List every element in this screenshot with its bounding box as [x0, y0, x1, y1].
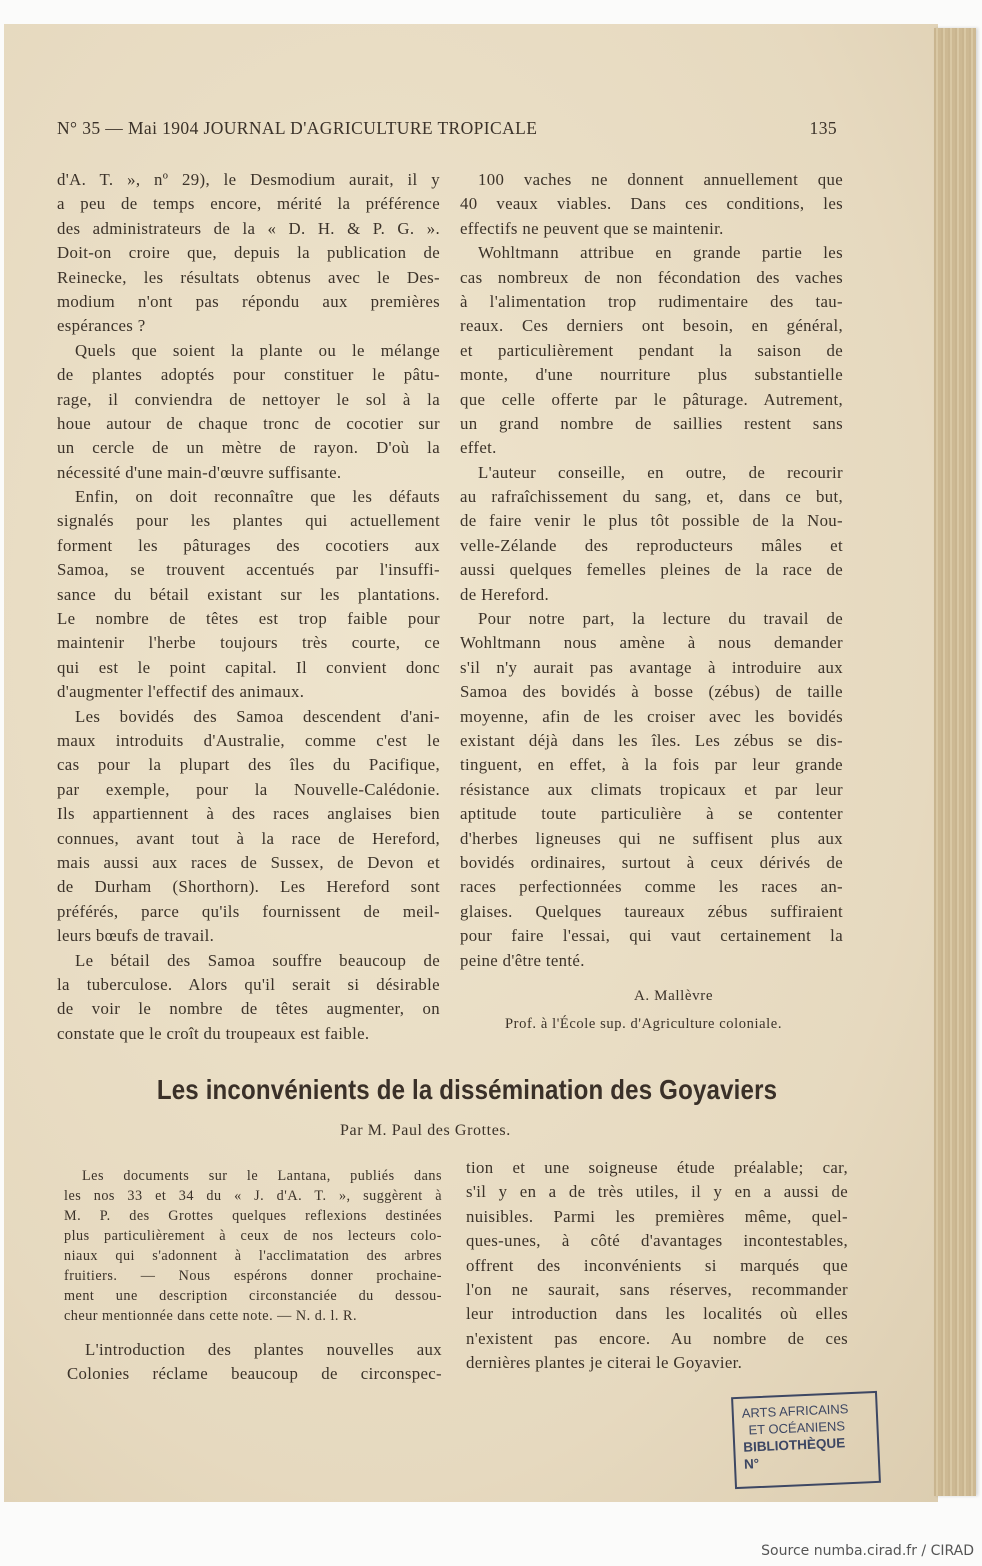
text-line: Ils appartiennent à des races anglaises bien [57, 804, 440, 824]
text-line: un cercle de un mètre de rayon. D'où la [57, 438, 440, 458]
text-line: 100 vaches ne donnent annuellement que [478, 170, 843, 189]
text-line: leur introduction dans les localités où elles [466, 1304, 848, 1324]
text-line: Doit-on croire que, depuis la publication de [57, 243, 440, 263]
text-line: L'introduction des plantes nouvelles aux [85, 1340, 442, 1359]
signature-affiliation: Prof. à l'École sup. d'Agriculture coloniale. [505, 1016, 783, 1032]
text-line: constate que le croît du troupeaux est faible. [57, 1023, 370, 1043]
text-line: plus particulièrement à ceux de nos lecteurs colo- [64, 1228, 442, 1244]
text-line: tinguent, en effet, à la fois par leur grande [460, 755, 843, 775]
text-line: la tuberculose. Alors qu'il serait si désirable [57, 974, 440, 994]
text-line: pour faire l'essai, qui vaut certainement la [460, 926, 843, 946]
text-line: au rafraîchissement du sang, et, dans ce but, [460, 487, 843, 507]
stamp-line: N° [743, 1456, 760, 1472]
text-line: L'auteur conseille, en outre, de recourir [478, 462, 843, 482]
text-line: a peu de temps encore, mérité la préférence [57, 194, 440, 214]
article-title: Les inconvénients de la dissémination des Goyaviers [156, 1074, 778, 1105]
text-line: par exemple, pour la Nouvelle-Calédonie. [57, 779, 440, 799]
text-line: M. P. des Grottes quelques reflexions destinées [64, 1208, 442, 1224]
editor-note [64, 1166, 442, 1326]
text-line: modium n'ont pas répondu aux premières [57, 291, 440, 311]
article-right-body [466, 1156, 848, 1376]
text-line: Samoa, se trouvent accentués par l'insuffi- [57, 560, 440, 580]
text-line: nuisibles. Parmi les premières même, quel- [466, 1206, 848, 1226]
text-line: nécessité d'une main-d'œuvre suffisante. [57, 462, 342, 482]
text-line: moyenne, afin de les croiser avec les bovidés [460, 706, 843, 726]
text-line: 40 veaux viables. Dans ces conditions, les [460, 194, 843, 214]
text-line: Le bétail des Samoa souffre beaucoup de [75, 950, 440, 970]
text-line: espérances ? [57, 316, 146, 336]
page-stack-edge [934, 28, 976, 1496]
text-line: d'augmenter l'effectif des animaux. [57, 682, 305, 702]
right-column [460, 168, 843, 973]
text-line: Le nombre de têtes est trop faible pour [57, 609, 440, 629]
text-line: préférés, parce qu'ils fournissent de meil- [57, 901, 440, 921]
text-line: reaux. Ces derniers ont besoin, en général, [460, 316, 843, 336]
text-line: à l'alimentation trop rudimentaire des tau- [460, 291, 843, 311]
text-line: peine d'être tenté. [460, 950, 585, 970]
stamp-line: ARTS AFRICAINS [741, 1401, 849, 1421]
text-line: connues, avant tout à la race de Hereford, [57, 828, 440, 848]
text-line: effectifs ne peuvent que se maintenir. [460, 218, 724, 238]
article-byline: Par M. Paul des Grottes. [340, 1122, 511, 1139]
text-line: l'on ne saurait, sans réserves, recommander [466, 1279, 848, 1299]
text-line: rage, il conviendra de nettoyer le sol à la [57, 389, 440, 409]
text-line: qui est le point capital. Il convient donc [57, 657, 440, 677]
text-line: dernières plantes je citerai le Goyavier. [466, 1353, 743, 1373]
text-line: races perfectionnées comme les races an- [460, 877, 843, 897]
text-line: et particulièrement pendant la saison de [460, 340, 843, 360]
text-line: maintenir l'herbe toujours très courte, ce [57, 633, 440, 653]
text-line: cas nombreux de non fécondation des vaches [460, 267, 843, 287]
text-line: de voir le nombre de têtes augmenter, on [57, 999, 440, 1019]
stamp-line: ET OCÉANIENS [748, 1418, 846, 1438]
text-line: ques-unes, à côté d'avantages incontestables, [466, 1231, 848, 1251]
text-line: aussi quelques femelles pleines de la race de [460, 560, 843, 580]
text-line: existant déjà dans les îles. Les zébus se dis- [460, 730, 843, 750]
text-line: forment les pâturages des cocotiers aux [57, 535, 440, 555]
text-line: de plantes adoptés pour constituer le pâtu- [57, 365, 440, 385]
text-line: n'existent pas encore. Au nombre de ces [466, 1328, 848, 1348]
journal-header: N° 35 — Mai 1904 JOURNAL D'AGRICULTURE TROPICALE [57, 118, 538, 138]
text-line: s'il n'y aurait pas avantage à introduire aux [460, 657, 843, 677]
text-line: glaises. Quelques taureaux zébus suffiraient [460, 901, 843, 921]
text-line: d'herbes ligneuses qui ne suffisent plus aux [460, 828, 843, 848]
stamp-line: BIBLIOTHÈQUE [742, 1435, 846, 1455]
text-line: ment une description circonstanciée du dessou- [64, 1288, 442, 1304]
signature-author: A. Mallèvre [634, 988, 714, 1004]
library-stamp [731, 1391, 881, 1489]
text-line: monte, d'une nourriture plus substantielle [460, 365, 843, 385]
text-line: offrent des inconvénients si marqués que [466, 1255, 848, 1275]
text-line: des administrateurs de la « D. H. & P. G. ». [57, 218, 440, 238]
text-line: Colonies réclame beaucoup de circonspec- [67, 1364, 442, 1384]
text-line: maux introduits d'Australie, comme c'est le [57, 730, 440, 750]
text-line: de Durham (Shorthorn). Les Hereford sont [57, 877, 440, 897]
text-line: Wohltmann attribue en grande partie les [478, 243, 843, 263]
text-line: signalés pour les plantes qui actuellement [57, 511, 440, 531]
text-line: houe autour de chaque tronc de cocotier sur [57, 413, 440, 433]
text-line: niaux qui s'adonnent à l'acclimatation des arbres [64, 1248, 442, 1264]
text-line: bovidés ordinaires, surtout à ceux dérivés de [460, 852, 843, 872]
text-line: Reinecke, les résultats obtenus avec le Des- [57, 267, 440, 287]
text-line: résistance aux climats tropicaux et par leur [460, 779, 843, 799]
text-line: sance du bétail existant sur les plantations. [57, 584, 440, 604]
text-line: les nos 33 et 34 du « J. d'A. T. », suggèrent à [64, 1188, 442, 1204]
text-line: Wohltmann nous amène à nous demander [460, 633, 843, 653]
text-line: fruitiers. — Nous espérons donner prochaine- [64, 1268, 442, 1284]
text-line: un grand nombre de saillies restent sans [460, 413, 843, 433]
running-header [57, 118, 837, 142]
text-line: que celle offerte par le pâturage. Autrement, [460, 389, 843, 409]
text-line: tion et une soigneuse étude préalable; car, [466, 1158, 848, 1177]
text-line: cheur mentionnée dans cette note. — N. d. l. R. [64, 1308, 357, 1324]
text-line: Samoa des bovidés à bosse (zébus) de taille [460, 682, 843, 702]
text-line: aptitude toute particulière à se contenter [460, 804, 843, 824]
text-line: effet. [460, 438, 497, 458]
text-line: cas pour la plupart des îles du Pacifique, [57, 755, 440, 775]
text-line: velle-Zélande des reproducteurs mâles et [460, 535, 843, 555]
text-line: de Hereford. [460, 584, 549, 604]
text-line: Les documents sur le Lantana, publiés dans [82, 1168, 442, 1184]
text-line: leurs bœufs de travail. [57, 926, 215, 946]
text-line: mais aussi aux races de Sussex, de Devon et [57, 852, 440, 872]
text-line: Les bovidés des Samoa descendent d'ani- [75, 706, 440, 726]
source-credit: Source numba.cirad.fr / CIRAD [761, 1543, 974, 1559]
article-left-body [67, 1338, 442, 1387]
left-column [57, 168, 440, 1046]
page-number: 135 [809, 118, 837, 138]
text-line: Quels que soient la plante ou le mélange [75, 340, 440, 360]
text-line: s'il y en a de très utiles, il y en a aussi de [466, 1182, 848, 1202]
text-line: de faire venir le plus tôt possible de la Nou- [460, 511, 843, 531]
text-line: Pour notre part, la lecture du travail de [478, 609, 843, 629]
text-line: d'A. T. », nº 29), le Desmodium aurait, il y [57, 170, 440, 189]
text-line: Enfin, on doit reconnaître que les défauts [75, 487, 440, 507]
